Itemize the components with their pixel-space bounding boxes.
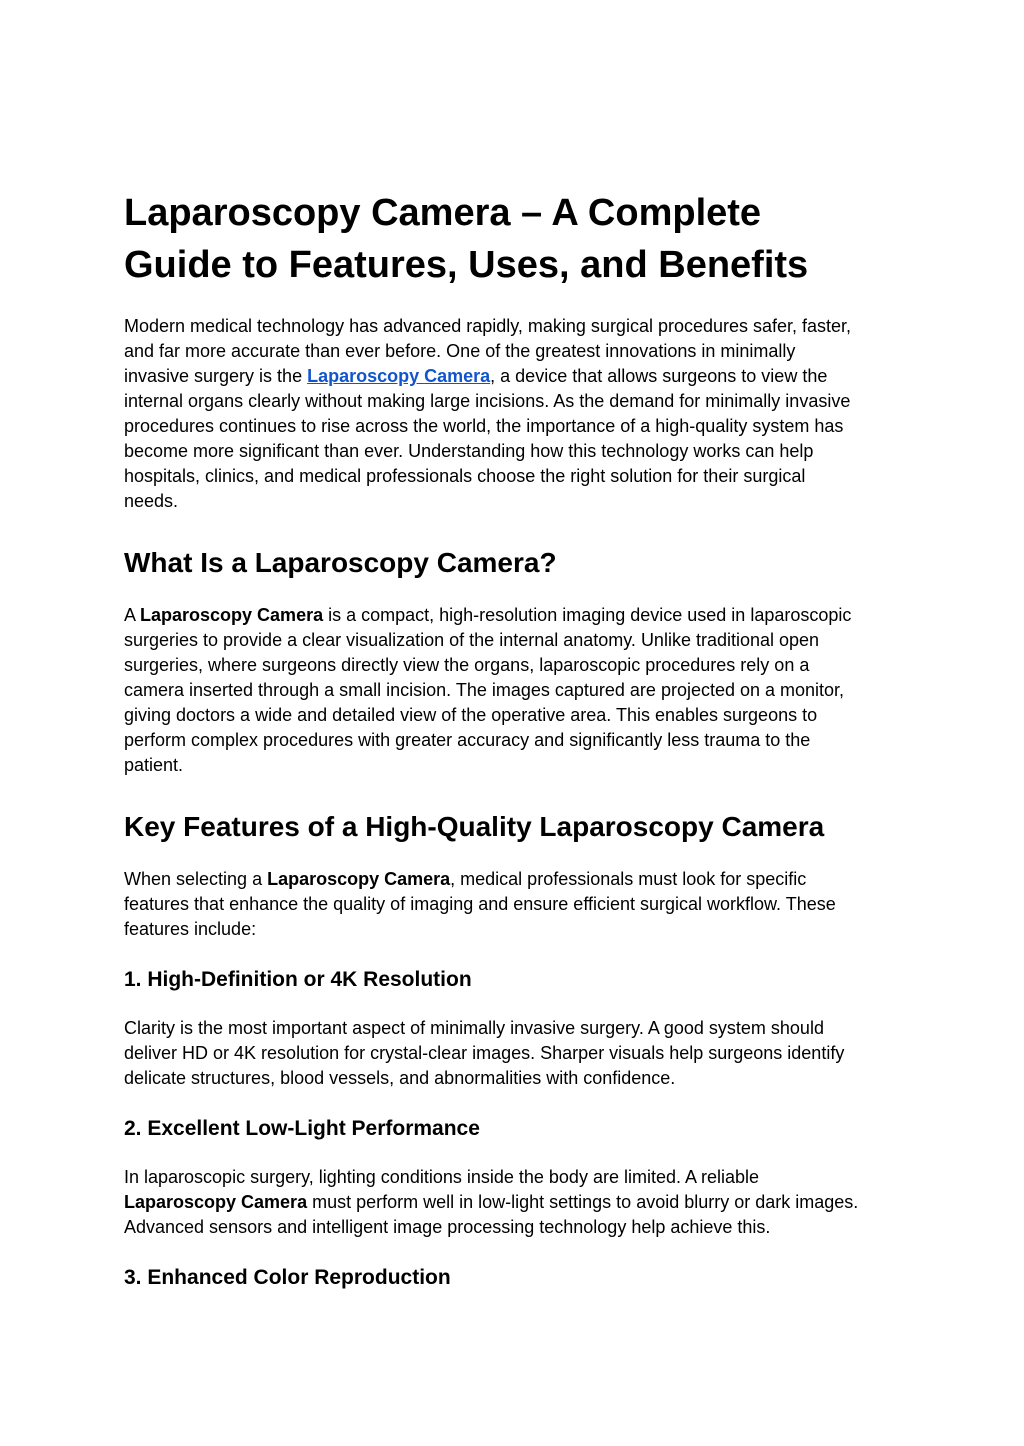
text-line (124, 1190, 924, 1215)
text-run: deliver HD or 4K resolution for crystal-clear images. Sharper visuals help surgeons identify (124, 1043, 845, 1063)
text-run: patient. (124, 755, 184, 775)
bold-term: Laparoscopy Camera (267, 869, 451, 889)
bold-term: Laparoscopy Camera (140, 605, 324, 625)
text-line (124, 339, 924, 364)
laparoscopy-camera-link[interactable]: Laparoscopy Camera (307, 366, 491, 386)
text-line (124, 810, 924, 844)
document-body (124, 187, 924, 1291)
text-line (124, 546, 924, 580)
document-title (124, 187, 924, 291)
text-run: In laparoscopic surgery, lighting conditions inside the body are limited. A reliable (124, 1167, 760, 1187)
text-run: and far more accurate than ever before. One of the greatest innovations in minimally (124, 341, 796, 361)
text-line (124, 603, 924, 628)
text-run: A (124, 605, 141, 625)
section-heading (124, 546, 924, 580)
text-run: surgeries, where surgeons directly view the organs, laparoscopic procedures rely on a (124, 655, 810, 675)
text-run: Key Features of a High-Quality Laparoscopy Camera (124, 811, 825, 842)
subsection-heading (124, 1265, 924, 1291)
text-line (124, 464, 924, 489)
text-line (124, 703, 924, 728)
text-run: become more significant than ever. Understanding how this technology works can help (124, 441, 814, 461)
text-run: invasive surgery is the (124, 366, 308, 386)
text-line (124, 187, 924, 239)
subsection-heading (124, 1116, 924, 1142)
text-line (124, 678, 924, 703)
text-run: , medical professionals must look for specific (450, 869, 807, 889)
text-run: , a device that allows surgeons to view the (490, 366, 828, 386)
text-line (124, 1066, 924, 1091)
text-run: perform complex procedures with greater accuracy and significantly less trauma to the (124, 730, 811, 750)
text-run: Clarity is the most important aspect of minimally invasive surgery. A good system should (124, 1018, 824, 1038)
paragraph (124, 1016, 924, 1091)
text-run: 1. High-Definition or 4K Resolution (124, 968, 472, 991)
text-line (124, 414, 924, 439)
text-run: Guide to Features, Uses, and Benefits (124, 244, 809, 286)
text-line (124, 489, 924, 514)
paragraph (124, 867, 924, 942)
text-line (124, 1215, 924, 1240)
text-run: When selecting a (124, 869, 268, 889)
paragraph (124, 603, 924, 778)
text-line (124, 753, 924, 778)
text-line (124, 867, 924, 892)
text-line (124, 389, 924, 414)
text-line (124, 653, 924, 678)
text-line (124, 917, 924, 942)
bold-term: Laparoscopy Camera (124, 1192, 308, 1212)
text-run: features that enhance the quality of imaging and ensure efficient surgical workflow. These (124, 894, 836, 914)
text-line (124, 239, 924, 291)
text-run: delicate structures, blood vessels, and abnormalities with confidence. (124, 1068, 676, 1088)
text-run: Laparoscopy Camera – A Complete (124, 192, 762, 234)
text-line (124, 728, 924, 753)
subsection-heading (124, 967, 924, 993)
text-run: internal organs clearly without making large incisions. As the demand for minimally invasive (124, 391, 851, 411)
text-run: must perform well in low-light settings to avoid blurry or dark images. (307, 1192, 859, 1212)
text-run: Advanced sensors and intelligent image processing technology help achieve this. (124, 1217, 771, 1237)
text-run: camera inserted through a small incision. The images captured are projected on a monitor, (124, 680, 845, 700)
text-line (124, 439, 924, 464)
text-run: Modern medical technology has advanced rapidly, making surgical procedures safer, faster, (124, 316, 852, 336)
section-heading (124, 810, 924, 844)
text-line (124, 628, 924, 653)
text-line (124, 967, 924, 993)
text-line (124, 1041, 924, 1066)
text-line (124, 892, 924, 917)
text-run: 2. Excellent Low-Light Performance (124, 1117, 480, 1140)
text-line (124, 1265, 924, 1291)
text-run: 3. Enhanced Color Reproduction (124, 1266, 451, 1289)
text-run: procedures continues to rise across the world, the importance of a high-quality system has (124, 416, 844, 436)
text-run: hospitals, clinics, and medical professionals choose the right solution for their surgical (124, 466, 806, 486)
text-run: surgeries to provide a clear visualization of the internal anatomy. Unlike traditional open (124, 630, 820, 650)
text-line (124, 1165, 924, 1190)
text-run: giving doctors a wide and detailed view of the operative area. This enables surgeons to (124, 705, 818, 725)
text-line (124, 1016, 924, 1041)
paragraph (124, 1165, 924, 1240)
text-run: is a compact, high-resolution imaging device used in laparoscopic (323, 605, 852, 625)
text-line (124, 314, 924, 339)
text-run: features include: (124, 919, 257, 939)
paragraph (124, 314, 924, 514)
text-run: What Is a Laparoscopy Camera? (124, 547, 557, 578)
text-run: needs. (124, 491, 179, 511)
text-line (124, 364, 924, 389)
text-line (124, 1116, 924, 1142)
